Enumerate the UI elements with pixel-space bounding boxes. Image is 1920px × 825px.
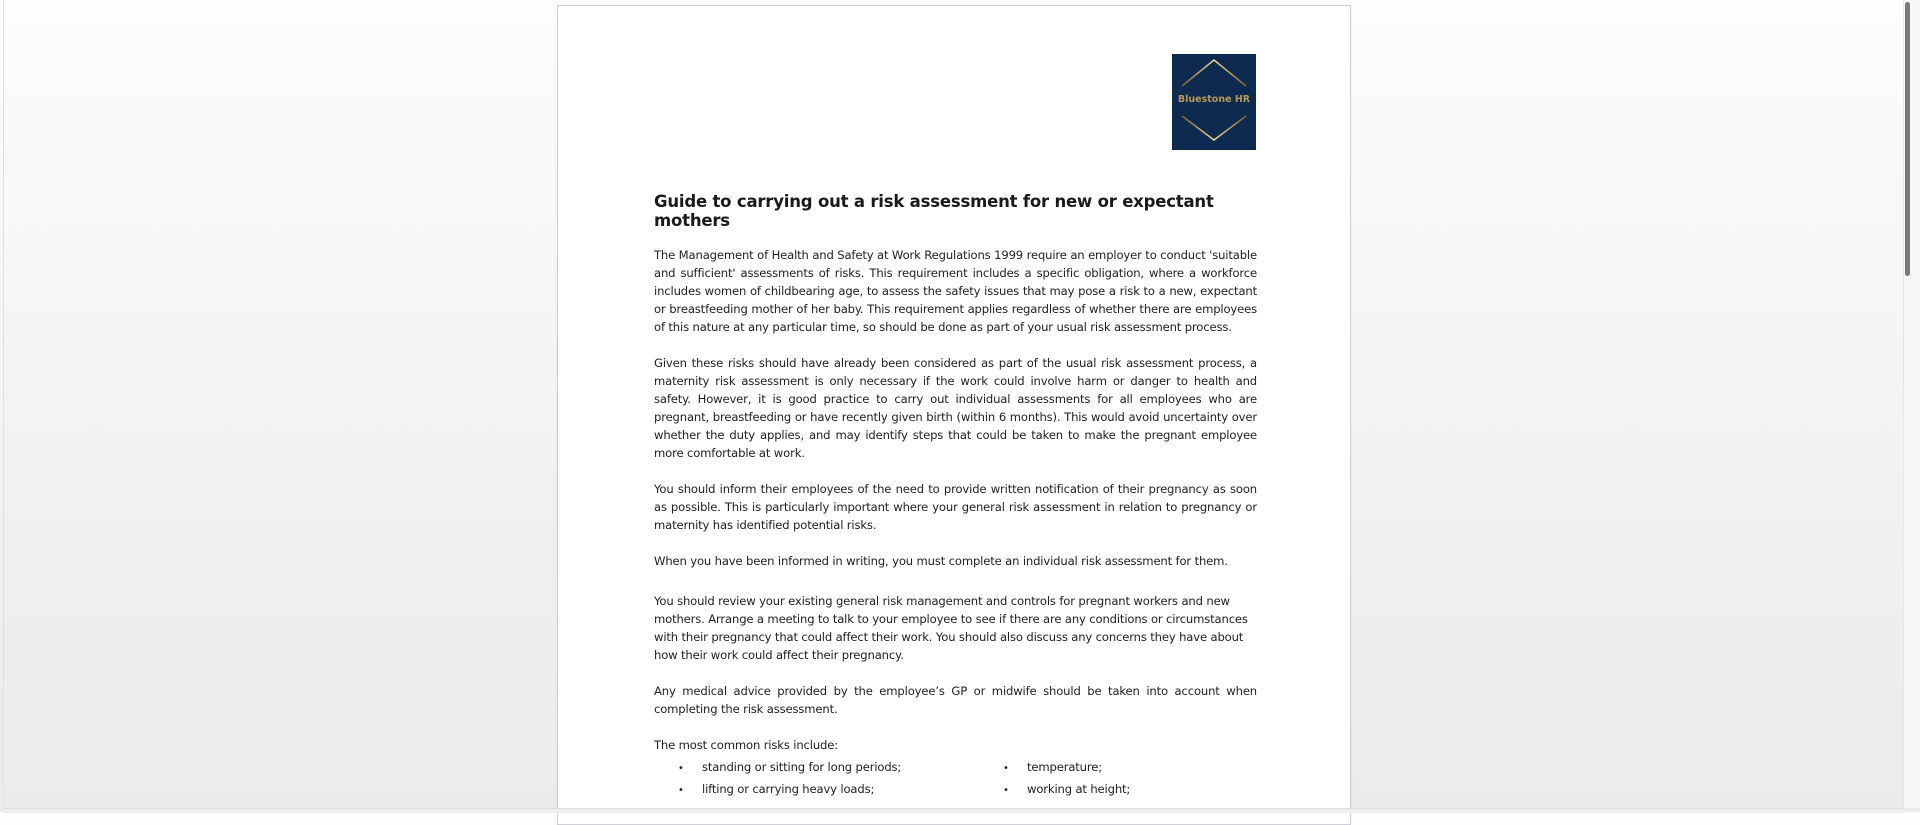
paragraph-common-risks-intro: The most common risks include: [654,738,838,752]
paragraph-written-notification: You should inform their employees of the need to provide written notification of their pregnancy as soon as possible. This is particularly important where your general risk assessment in relation to pregnancy or maternity has identified potential risks. [654,482,1257,532]
document-page [557,5,1351,825]
list-item: • working at height; [979,782,1259,796]
bullet-icon: • [678,785,684,796]
vertical-scrollbar-thumb[interactable] [1905,2,1910,276]
paragraph-maternity-assessment: Given these risks should have already been considered as part of the usual risk assessment process, a maternity risk assessment is only necessary if the work could involve harm or danger to health and safety. However, it is good practice to carry out individual assessments for all employees who are pregnant, breastfeeding or have recently given birth (within 6 months). This would avoid uncertainty over whether the duty applies, and may identify steps that could be taken to make the pregnant employee more comfortable at work. [654,356,1257,460]
paragraph-individual-assessment: When you have been informed in writing, you must complete an individual risk assessment for them. [654,554,1228,568]
horizontal-scrollbar[interactable] [3,808,1903,813]
logo-text: Bluestone HR [1177,94,1251,105]
bluestone-hr-logo [1172,54,1256,150]
paragraph-medical-advice: Any medical advice provided by the employee’s GP or midwife should be taken into account when completing the risk assessment. [654,684,1257,716]
list-item: • standing or sitting for long periods; [654,760,979,774]
list-item: • temperature; [979,760,1259,774]
bullet-icon: • [1003,763,1009,774]
paragraph-review-controls: You should review your existing general risk management and controls for pregnant workers and new mothers. Arrange a meeting to talk to your employee to see if there are any conditions or circumstances with their pregnancy that could affect their work. You should also discuss any concerns they have about how their work could affect their pregnancy. [654,594,1248,662]
document-title: Guide to carrying out a risk assessment for new or expectant mothers [654,192,1214,230]
paragraph-regulations: The Management of Health and Safety at Work Regulations 1999 require an employer to conduct 'suitable and sufficient' assessments of risks. This requirement includes a specific obligation, where a workforce includes women of childbearing age, to assess the safety issues that may pose a risk to a new, expectant or breastfeeding mother of her baby. This requirement applies regardless of whether there are employees of this nature at any particular time, so should be done as part of your usual risk assessment process. [654,248,1257,334]
list-item: • lifting or carrying heavy loads; [654,782,979,796]
document-body [654,192,1257,796]
bullet-icon: • [678,763,684,774]
bullet-icon: • [1003,785,1009,796]
document-viewer [3,0,1901,808]
common-risks-list [654,760,1257,796]
